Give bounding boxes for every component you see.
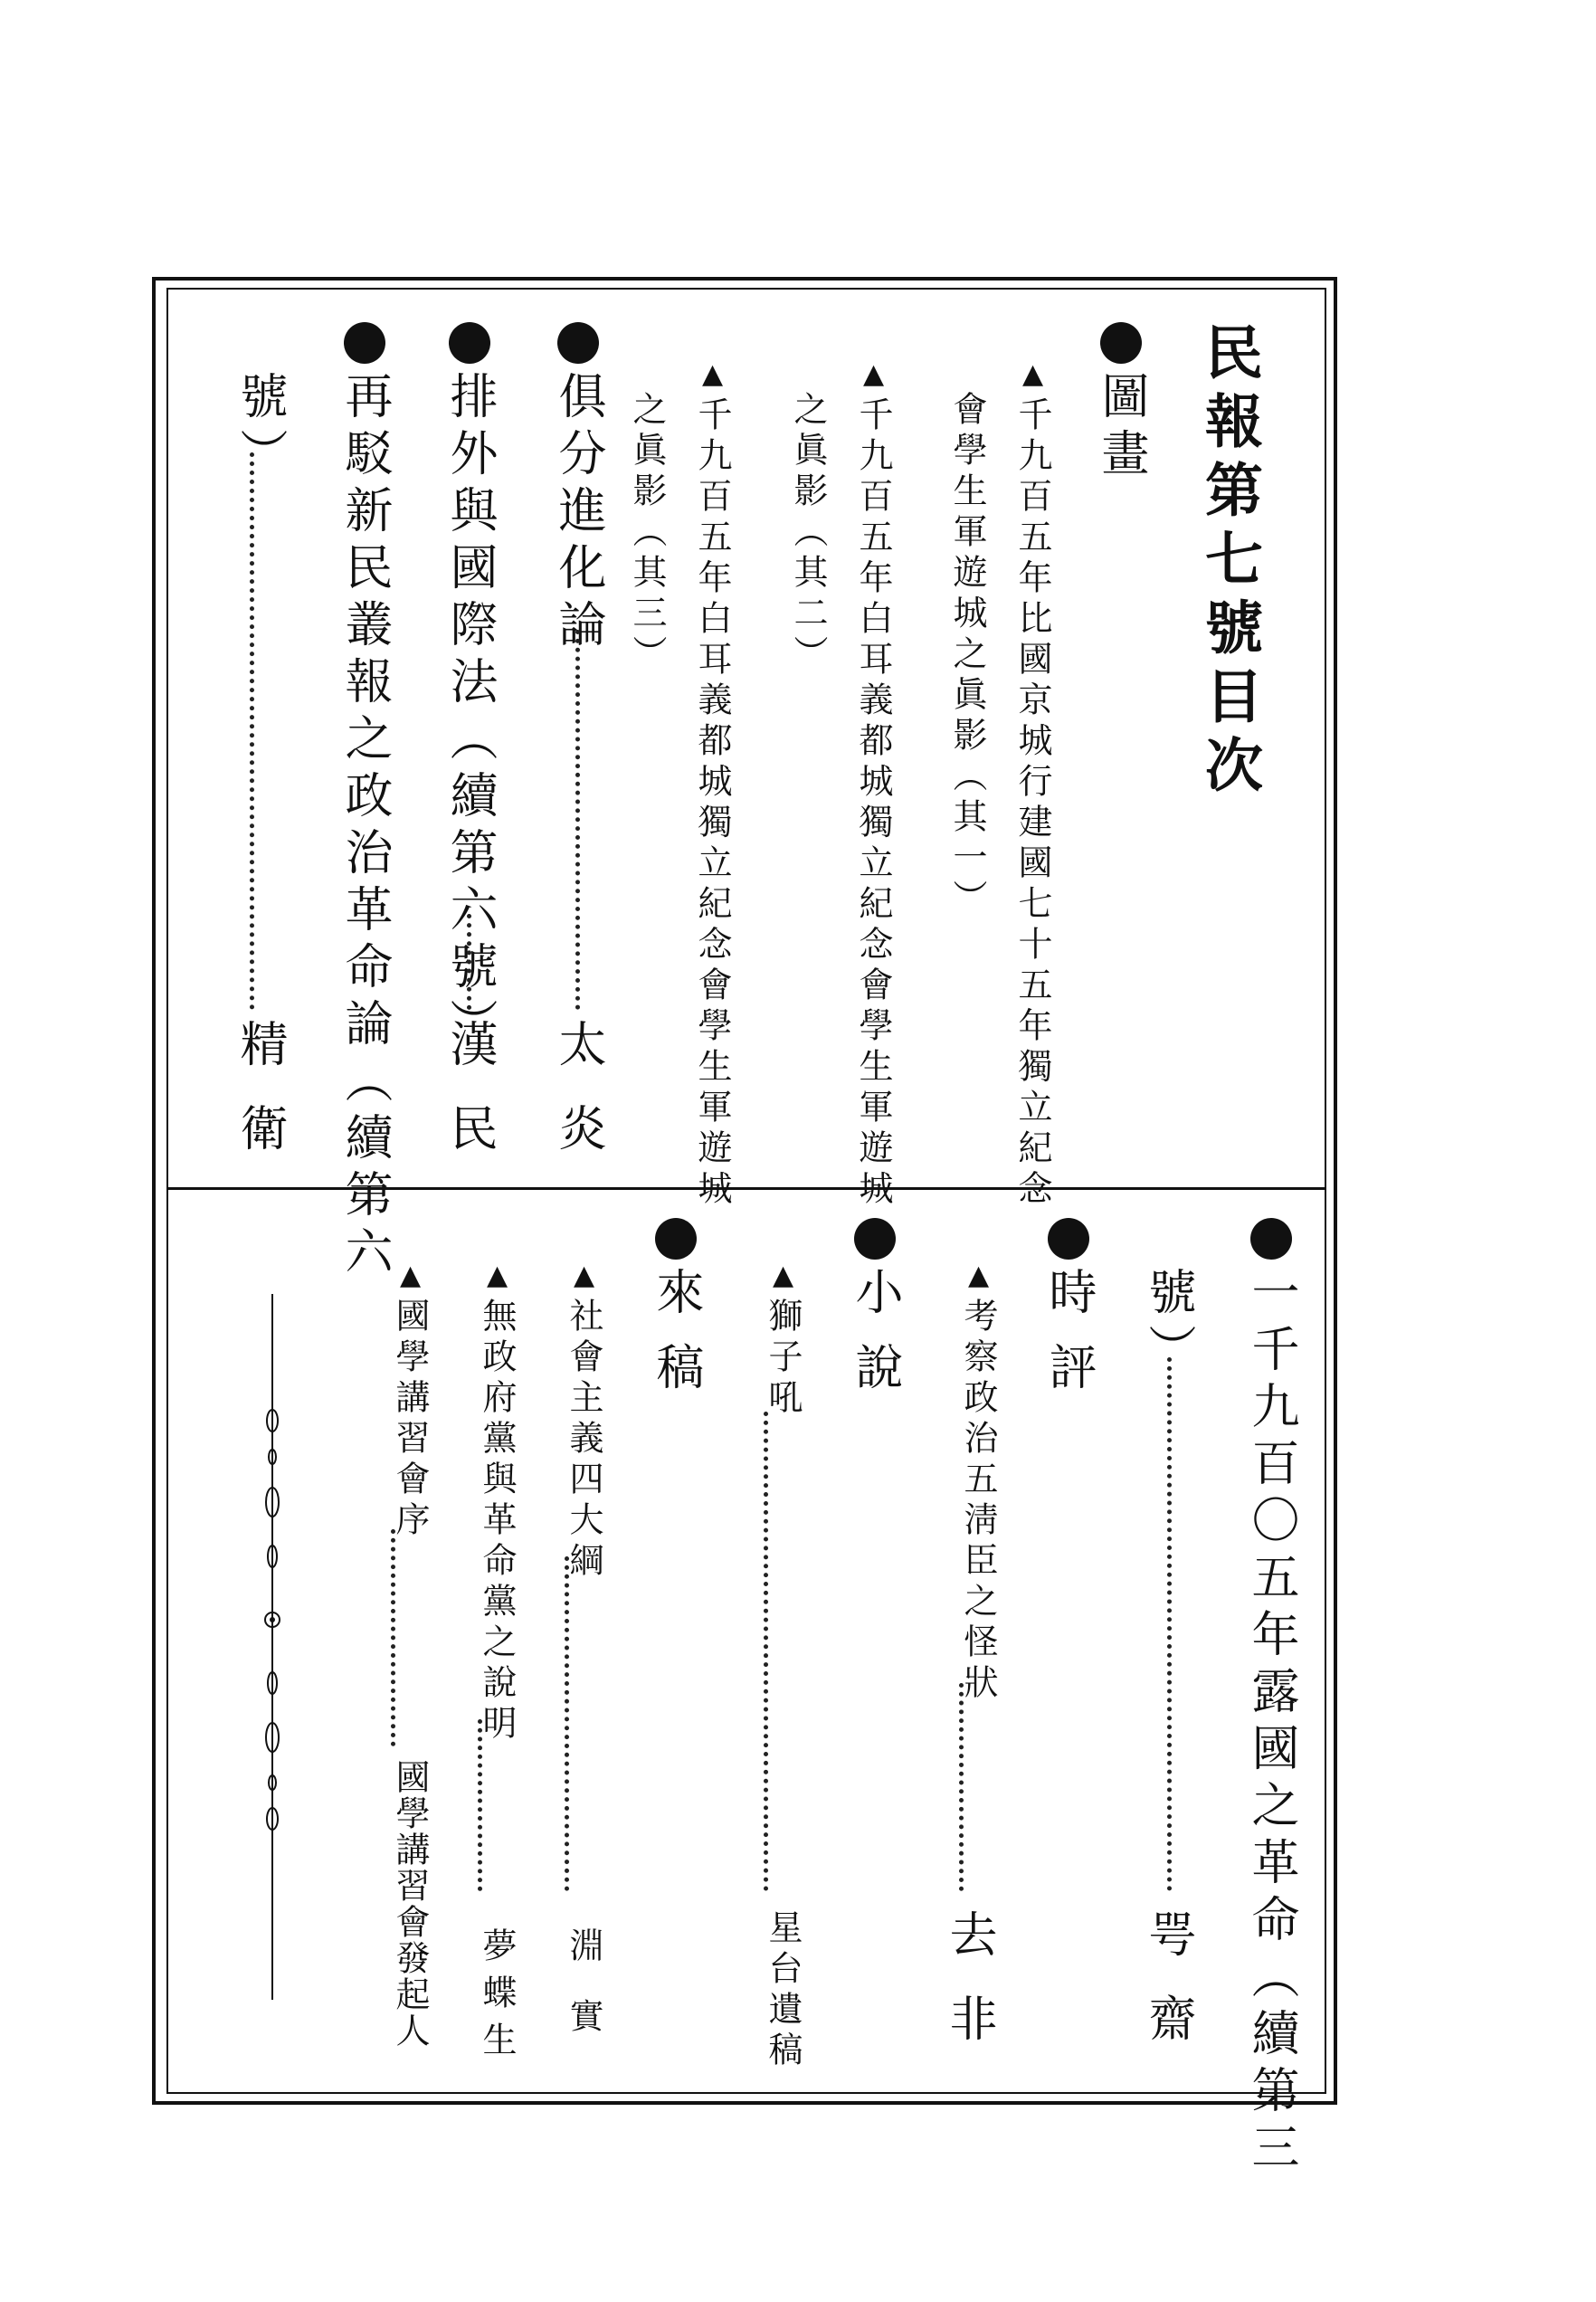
leader-dots (478, 1719, 482, 1891)
bullet-icon (1250, 1218, 1292, 1260)
contribution-1-title: ▲社會主義四大綱 (564, 1260, 603, 1583)
picture-item-1-line2: 會學生軍遊城之眞影（其一） (947, 391, 987, 920)
article-2-title: 排外與國際法（續第六號） (446, 322, 494, 1055)
contribution-3-author: 國學講習會發起人 (390, 1759, 430, 2049)
leader-dots (250, 452, 254, 1010)
triangle-icon: ▲ (767, 1260, 799, 1298)
article-1-title: 俱分進化論 (555, 322, 603, 656)
triangle-icon: ▲ (568, 1260, 600, 1298)
commentary-heading: 時評 (1045, 1218, 1093, 1417)
article-3-title: 再駁新民叢報之政治革命論（續第六 (341, 322, 389, 1283)
fiction-item-author: 星台遺稿 (763, 1909, 803, 2072)
leader-dots (575, 630, 580, 1010)
leader-dots (391, 1529, 395, 1746)
triangle-icon: ▲ (1017, 358, 1049, 396)
picture-item-3-line1: ▲千九百五年白耳義都城獨立紀念會學生軍遊城 (692, 358, 732, 1211)
fiction-item-title: ▲獅子吼 (763, 1260, 803, 1420)
triangle-icon: ▲ (697, 358, 728, 396)
pictures-heading: 圖畫 (1097, 322, 1145, 485)
article-4-author: 咢齋 (1141, 1909, 1196, 2078)
picture-item-1-line1: ▲千九百五年比國京城行建國七十五年獨立紀念 (1012, 358, 1052, 1211)
article-3-author: 精衛 (233, 1019, 288, 1187)
contributions-heading: 來稿 (652, 1218, 700, 1417)
bullet-icon (655, 1218, 697, 1260)
article-2-author: 漢民 (442, 1019, 498, 1187)
contribution-3-title: ▲國學講習會序 (390, 1260, 430, 1542)
article-3-title-cont: 號） (233, 371, 288, 485)
fiction-heading: 小說 (851, 1218, 899, 1417)
bullet-icon (449, 322, 490, 364)
leader-dots (467, 914, 471, 1010)
triangle-icon: ▲ (481, 1260, 513, 1298)
leader-dots (959, 1683, 964, 1891)
bullet-icon (344, 322, 385, 364)
contribution-1-author: 淵實 (564, 1927, 603, 2069)
commentary-item-author: 去非 (942, 1909, 997, 2078)
bullet-icon (1100, 322, 1142, 364)
bullet-icon (1048, 1218, 1089, 1260)
triangle-icon: ▲ (858, 358, 889, 396)
article-4-title: 一千九百〇五年露國之革命（續第三 (1248, 1218, 1296, 2179)
bullet-icon (854, 1218, 896, 1260)
leader-dots (1167, 1357, 1172, 1891)
triangle-icon: ▲ (394, 1260, 426, 1298)
picture-item-3-line2: 之眞影（其三） (627, 391, 667, 676)
bullet-icon (557, 322, 599, 364)
page-title: 民報第七號目次 (1195, 322, 1263, 804)
article-4-title-cont: 號） (1141, 1267, 1196, 1381)
contribution-2-title: ▲無政府黨與革命黨之說明 (477, 1260, 517, 1746)
ornament-decoration (262, 1294, 282, 2000)
leader-dots (764, 1412, 768, 1891)
picture-item-2-line2: 之眞影（其二） (788, 391, 828, 676)
article-1-author: 太炎 (551, 1019, 606, 1187)
picture-item-2-line1: ▲千九百五年白耳義都城獨立紀念會學生軍遊城 (853, 358, 893, 1211)
leader-dots (565, 1556, 569, 1891)
contribution-2-author: 夢蝶生 (477, 1927, 517, 2069)
triangle-icon: ▲ (963, 1260, 994, 1298)
commentary-item-title: ▲考察政治五淸臣之怪狀 (958, 1260, 998, 1705)
